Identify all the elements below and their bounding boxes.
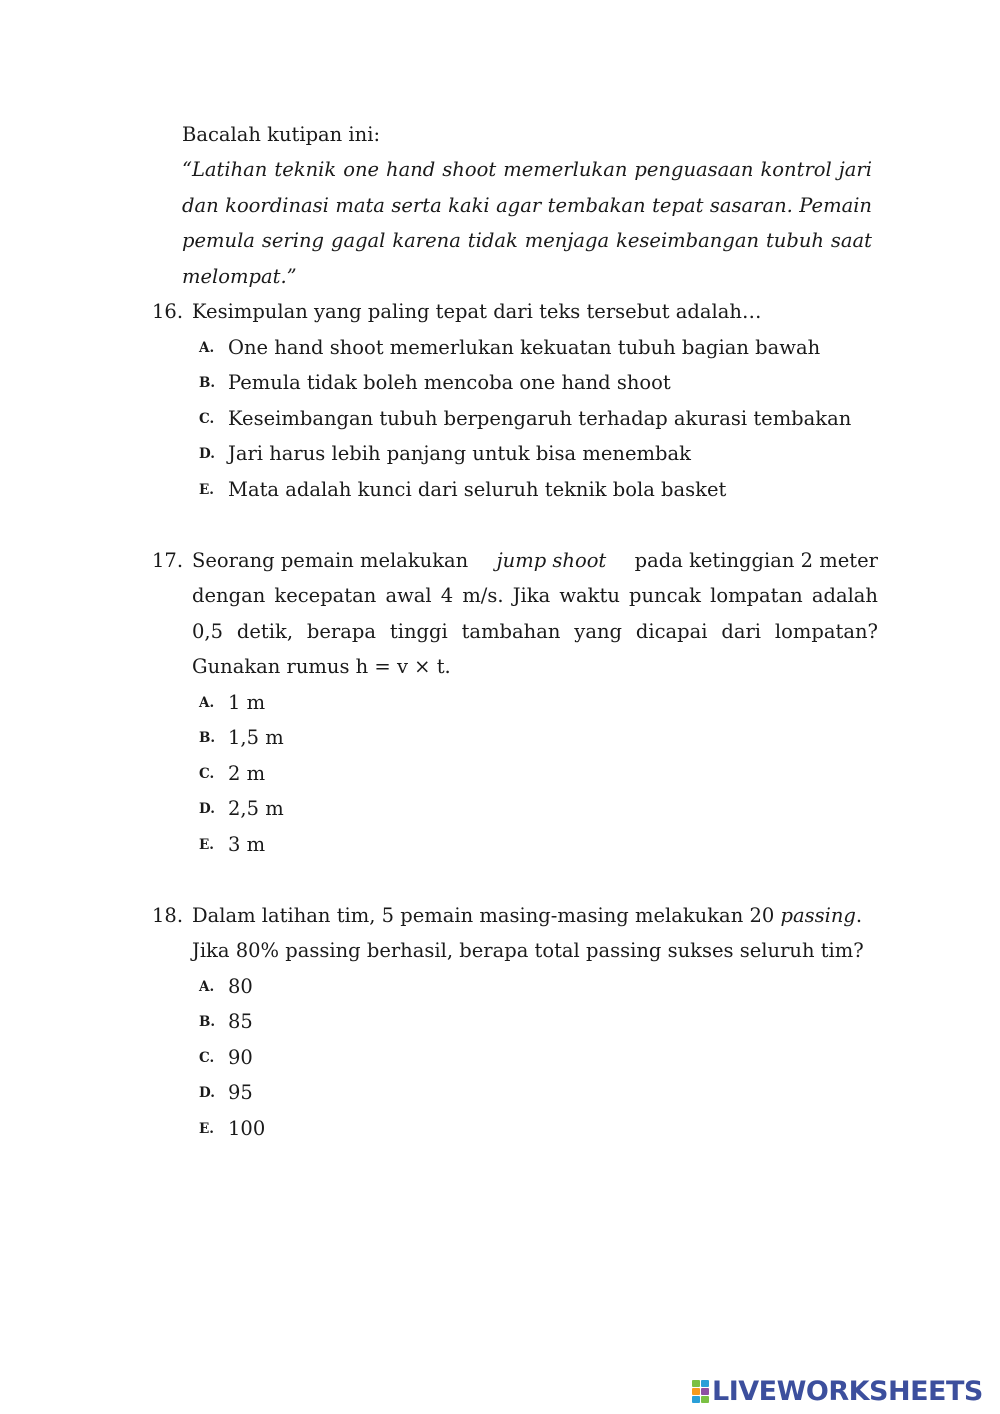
option-text: Keseimbangan tubuh berpengaruh terhadap akurasi tembakan: [228, 407, 852, 430]
option-letter: A.: [199, 979, 215, 995]
option-text: One hand shoot memerlukan kekuatan tubuh bagian bawah: [228, 336, 821, 359]
option-letter: E.: [199, 837, 214, 853]
option-text: 100: [228, 1117, 266, 1140]
quote-line-4: melompat.”: [182, 265, 297, 288]
option-text: 2,5 m: [228, 797, 284, 820]
option-text: 80: [228, 975, 253, 998]
quote-line-3: pemula sering gagal karena tidak menjaga keseimbangan tubuh saat: [182, 229, 872, 252]
question-18-number: 18.: [152, 904, 184, 927]
option-text: 85: [228, 1010, 253, 1033]
question-17-text-line-2: dengan kecepatan awal 4 m/s. Jika waktu puncak lompatan adalah: [192, 584, 878, 607]
option-letter: D.: [199, 1085, 215, 1101]
liveworksheets-brand-text: LIVEWORKSHEETS: [712, 1376, 983, 1407]
option-text: 3 m: [228, 833, 266, 856]
question-17-text-line-3: 0,5 detik, berapa tinggi tambahan yang dicapai dari lompatan?: [192, 620, 878, 643]
option-letter: A.: [199, 695, 215, 711]
option-letter: C.: [199, 411, 215, 427]
option-letter: B.: [199, 730, 216, 746]
liveworksheets-logo-icon: [692, 1380, 710, 1404]
option-text: 90: [228, 1046, 253, 1069]
instruction-text: Bacalah kutipan ini:: [182, 123, 381, 146]
question-16-text: Kesimpulan yang paling tepat dari teks tersebut adalah…: [192, 300, 762, 323]
option-text: 95: [228, 1081, 253, 1104]
question-17-text-line-4: Gunakan rumus h = v × t.: [192, 655, 451, 678]
question-18-text-line-1: Dalam latihan tim, 5 pemain masing-masing melakukan 20 passing.: [192, 904, 863, 927]
option-text: 1,5 m: [228, 726, 284, 749]
quote-line-1: “Latihan teknik one hand shoot memerlukan penguasaan kontrol jari: [182, 158, 872, 181]
option-text: Pemula tidak boleh mencoba one hand shoot: [228, 371, 671, 394]
question-18-text-line-2: Jika 80% passing berhasil, berapa total passing sukses seluruh tim?: [192, 939, 864, 962]
option-text: Jari harus lebih panjang untuk bisa menembak: [228, 442, 691, 465]
quote-line-2: dan koordinasi mata serta kaki agar tembakan tepat sasaran. Pemain: [182, 194, 872, 217]
option-letter: A.: [199, 340, 215, 356]
option-letter: C.: [199, 766, 215, 782]
option-letter: D.: [199, 801, 215, 817]
option-letter: C.: [199, 1050, 215, 1066]
option-letter: E.: [199, 1121, 214, 1137]
question-17-text-line-1: Seorang pemain melakukan jump shoot pada ketinggian 2 meter: [192, 549, 878, 572]
option-text: 2 m: [228, 762, 266, 785]
question-16-number: 16.: [152, 300, 184, 323]
option-letter: D.: [199, 446, 215, 462]
option-letter: B.: [199, 375, 216, 391]
option-letter: E.: [199, 482, 214, 498]
option-letter: B.: [199, 1014, 216, 1030]
question-17-number: 17.: [152, 549, 184, 572]
option-text: Mata adalah kunci dari seluruh teknik bola basket: [228, 478, 727, 501]
option-text: 1 m: [228, 691, 266, 714]
liveworksheets-logo: [692, 1376, 983, 1407]
